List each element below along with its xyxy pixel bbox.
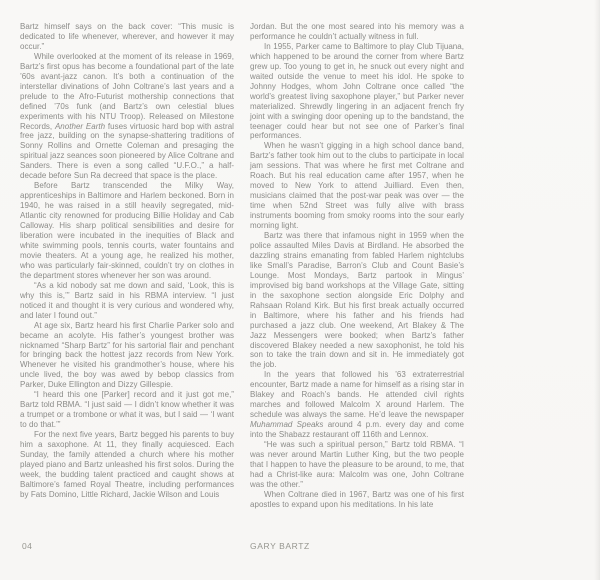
page-number: 04	[22, 541, 33, 551]
paragraph: For the next five years, Bartz begged his parents to buy him a saxophone. At 11, they finally acquiesced. Each Sunday, the family attended a church where his mother played piano and Bartz unleashed his first solos. During the week, the budding talent practiced and caught shows at Baltimore’s famed Royal Theatre, including performances by Fats Domino, Little Richard, Jackie Wilson and Louis	[20, 430, 234, 499]
paragraph: Jordan. But the one most seared into his memory was a performance he couldn’t actually witness in full.	[250, 22, 464, 41]
page-footer	[0, 541, 600, 553]
paragraph: In the years that followed his ’63 extraterrestrial encounter, Bartz made a name for himself as a rising star in Blakey and Roach’s bands. He attended civil rights marches and followed Malcolm X around Harlem. The schedule was always the same. He’d leave the newspaper Muhammad Speaks around 4 p.m. every day and come into the Shabazz restaurant off 116th and Lennox.	[250, 370, 464, 440]
article-column-left	[20, 22, 234, 510]
paragraph: When Coltrane died in 1967, Bartz was one of his first apostles to expand upon his meditations. In his late	[250, 489, 464, 509]
paragraph: “As a kid nobody sat me down and said, ‘Look, this is why this is,’” Bartz said in his RBMA interview. “I just noticed it and thought it is very curious and wondered why, and later I found out.”	[20, 280, 234, 320]
paragraph: When he wasn’t gigging in a high school dance band, Bartz’s father took him out to the clubs to participate in local jam sessions. That was where he first met Coltrane and Roach. But his real education came after 1957, when he moved to New York to attend Juilliard. Even then, musicians claimed that the post-war peak was over — the time when 52nd Street was fully alive with brass instruments booming from smoky rooms into the sour early morning light.	[250, 141, 464, 231]
paragraph: Bartz was there that infamous night in 1959 when the police assaulted Miles Davis at Birdland. He absorbed the dazzling strains emanating from fabled Harlem nightclubs like Small’s Paradise, Barron’s Club and Count Basie’s Lounge. Most Mondays, Bartz partook in Mingus’ improvised big band workshops at the Village Gate, sitting in the saxophone section alongside Eric Dolphy and Rahsaan Roland Kirk. But his first break actually occurred in Baltimore, where his father and his friends had purchased a jazz club. One weekend, Art Blakey & The Jazz Messengers were booked; when Bartz’s father discovered Blakey needed a new saxophonist, he told his son to take the train down and sit in. He immediately got the job.	[250, 231, 464, 370]
paragraph: In 1955, Parker came to Baltimore to play Club Tijuana, which happened to be around the corner from where Bartz grew up. Too young to get in, he snuck out every night and waited outside the venue to meet his idol. He spoke to Johnny Hodges, whom John Coltrane once called “the world’s greatest living saxophone player,” but Parker never materialized. Shrewdly lingering in an adjacent french fry joint with a swinging door opening up to the bandstand, the teenager could hear but not see one of Parker’s final performances.	[250, 41, 464, 141]
paragraph: “He was such a spiritual person,” Bartz told RBMA. “I was never around Martin Luther King, but the two people that I happen to have the pleasure to be around, to me, that had a Christ-like aura: Malcolm was one, John Coltrane was the other.”	[250, 440, 464, 489]
paragraph: Bartz himself says on the back cover: “This music is dedicated to life whenever, wherever, and however it may occur.”	[20, 22, 234, 51]
paragraph: While overlooked at the moment of its release in 1969, Bartz’s first opus has become a foundational part of the late ’60s avant-jazz canon. It’s both a continuation of the interstellar divinations of John Coltrane’s last years and a prelude to the Afro-Futurist mothership connections that defined ’70s funk (and Bartz’s own celestial blues experiments with his NTU Troop). Released on Milestone Records, Another Earth fuses virtuosic hard bop with astral free jazz, building on the synapse-shattering traditions of Sonny Rollins and Ornette Coleman and presaging the spiritual jazz seances soon pioneered by Alice Coltrane and Sanders. There is even a song called “U.F.O.,” a half-decade before Sun Ra decreed that space is the place.	[20, 51, 234, 181]
article-title-footer: GARY BARTZ	[250, 541, 310, 551]
article-column-right	[250, 22, 464, 510]
paragraph: At age six, Bartz heard his first Charlie Parker solo and became an acolyte. His father’s youngest brother was nicknamed “Sharp Bartz” for his sartorial flair and penchant for bringing back the hottest jazz records from New York. Whenever he visited his grandmother’s house, where his uncle lived, the boy was awed by bebop classics from Parker, Duke Ellington and Dizzy Gillespie.	[20, 320, 234, 390]
page-scan-edge	[594, 0, 600, 580]
paragraph: Before Bartz transcended the Milky Way, apprenticeships in Baltimore and Harlem beckoned. Born in 1940, he was raised in a still heavily segregated, mid-Atlantic city renowned for producing Billie Holiday and Cab Calloway. His sharp political sensibilities and desire for liberation were incubated in the inequities of Black and white swimming pools, tennis courts, water fountains and movie theaters. At a young age, he realized his mother, who was particularly fair-skinned, couldn’t try on clothes in the department stores whenever her son was around.	[20, 181, 234, 280]
paragraph: “I heard this one [Parker] record and it just got me,” Bartz told RBMA. “I just said — I didn’t know whether it was a trumpet or a trombone or what it was, but I said — ‘I want to do that.’”	[20, 390, 234, 430]
article-body	[20, 22, 464, 510]
